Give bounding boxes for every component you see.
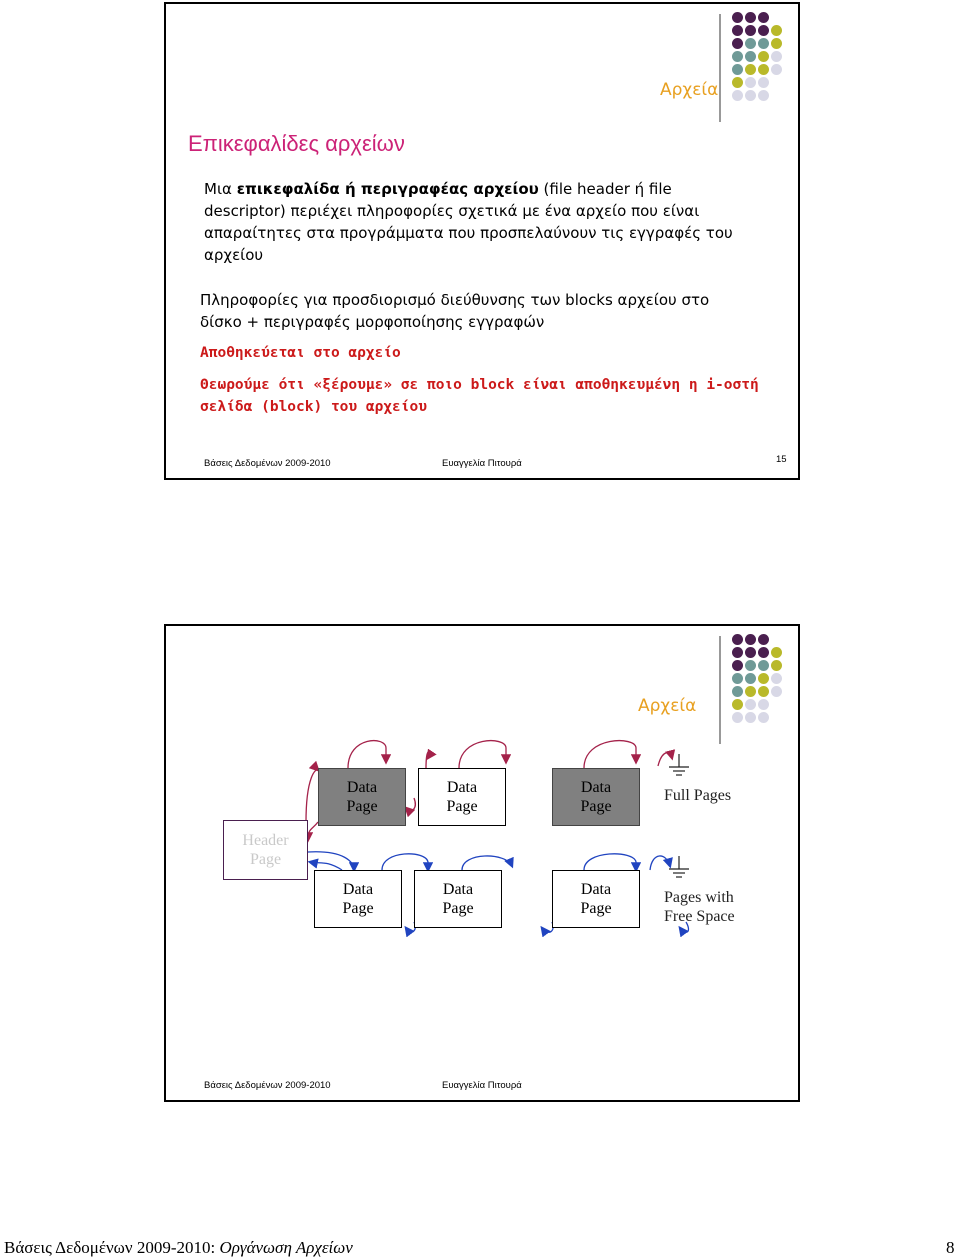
decorative-dot	[771, 25, 782, 36]
arrow-red	[658, 753, 672, 766]
box-label: Page	[442, 900, 474, 917]
box-label: Data	[442, 881, 474, 898]
text-line: αρχείου	[204, 246, 264, 264]
full-data-page	[418, 768, 506, 826]
text-rest: (file header ή file	[538, 180, 672, 198]
arrow-red	[306, 770, 318, 822]
arrow-red	[308, 822, 318, 840]
paragraph-stored: Αποθηκεύεται στο αρχείο	[200, 345, 401, 361]
arrow-blue	[650, 856, 670, 870]
decorative-dot	[745, 51, 756, 62]
decorative-dot	[758, 90, 769, 101]
arrow-red	[426, 752, 429, 768]
section-title: Αρχεία	[638, 696, 697, 716]
box-label: Page	[342, 900, 374, 917]
page-number: 15	[776, 454, 787, 465]
decorative-dot	[758, 77, 769, 88]
decorative-dot	[745, 77, 756, 88]
decorative-dot	[771, 64, 782, 75]
full-data-page	[552, 768, 640, 826]
text-line: descriptor) περιέχει πληροφορίες σχετικά με ένα αρχείο που είναι	[204, 202, 700, 220]
ground-icon	[669, 856, 689, 877]
text-line: Θεωρούμε ότι «ξέρουμε» σε ποιο block είναι αποθηκευμένη η i-οστή	[200, 377, 759, 393]
legend-full-pages: Full Pages	[664, 787, 732, 804]
decorative-dot	[758, 38, 769, 49]
decorative-dot	[732, 12, 743, 23]
paragraph-block-info	[200, 289, 780, 333]
footer-italic: Οργάνωση Αρχείων	[219, 1238, 353, 1257]
legend-free-pages	[664, 888, 735, 926]
decorative-dot	[745, 64, 756, 75]
box-label: Data	[342, 881, 374, 898]
decorative-dot	[745, 90, 756, 101]
box-label: Page	[446, 798, 478, 815]
box-label: Data	[346, 779, 378, 796]
full-data-page	[318, 768, 406, 826]
free-data-page	[314, 870, 402, 928]
decorative-dot	[732, 25, 743, 36]
slide-2	[164, 624, 800, 1102]
arrow-red	[459, 741, 506, 768]
text-line: απαραίτητες στα προγράμματα που προσπελαύνουν τις εγγραφές του	[204, 224, 733, 242]
arrow-blue	[310, 862, 342, 870]
page-footer	[0, 1238, 960, 1260]
footer-plain: Βάσεις Δεδομένων 2009-2010:	[4, 1238, 220, 1257]
decorative-dot	[732, 64, 743, 75]
box-label: Page	[580, 798, 612, 815]
footer-course: Βάσεις Δεδομένων 2009-2010	[204, 1080, 331, 1091]
legend-line: Pages with	[664, 889, 734, 906]
header-page-box	[223, 820, 308, 880]
arrow-red	[584, 741, 636, 768]
legend-line: Free Space	[664, 908, 735, 925]
box-label: Data	[446, 779, 478, 796]
text-bold-term: επικεφαλίδα ή περιγραφέας αρχείου	[236, 180, 539, 198]
paragraph-header-definition	[204, 178, 764, 266]
decorative-dot-grid	[732, 12, 802, 112]
text-lead: Μια	[204, 180, 237, 198]
decorative-dot	[732, 38, 743, 49]
decorative-dot	[745, 12, 756, 23]
decorative-dot	[771, 51, 782, 62]
decorative-dot	[758, 25, 769, 36]
divider-line	[719, 14, 721, 122]
free-data-page	[552, 870, 640, 928]
box-label: Data	[580, 881, 612, 898]
decorative-dot	[732, 51, 743, 62]
box-label: Header	[242, 832, 289, 849]
text-line: δίσκο + περιγραφές μορφοποίησης εγγραφών	[200, 313, 545, 331]
arrow-blue	[462, 856, 512, 870]
footer-author: Ευαγγελία Πιτουρά	[442, 458, 522, 469]
box-label: Data	[580, 779, 612, 796]
decorative-dot	[732, 90, 743, 101]
decorative-dot	[745, 25, 756, 36]
free-data-page	[414, 870, 502, 928]
decorative-dot	[758, 51, 769, 62]
paragraph-assumption	[200, 374, 790, 418]
arrow-blue	[382, 854, 428, 870]
slide-title: Επικεφαλίδες αρχείων	[188, 131, 405, 156]
footer-course: Βάσεις Δεδομένων 2009-2010	[204, 458, 331, 469]
footer-course-text	[4, 1238, 353, 1258]
arrow-blue	[584, 854, 636, 870]
section-title: Αρχεία	[660, 80, 719, 100]
text-line: σελίδα (block) του αρχείου	[200, 399, 427, 415]
arrow-red	[406, 798, 415, 810]
page-number: 8	[946, 1238, 955, 1257]
decorative-dot	[758, 12, 769, 23]
slide-1	[164, 2, 800, 480]
text-line: Πληροφορίες για προσδιορισμό διεύθυνσης των blocks αρχείου στο	[200, 291, 710, 309]
footer-author: Ευαγγελία Πιτουρά	[442, 1080, 522, 1091]
decorative-dot	[758, 64, 769, 75]
decorative-dot	[745, 38, 756, 49]
arrow-red	[348, 741, 386, 768]
box-label: Page	[580, 900, 612, 917]
decorative-dot	[732, 77, 743, 88]
box-label: Page	[249, 851, 282, 868]
arrow-blue	[308, 852, 354, 870]
box-label: Page	[346, 798, 378, 815]
decorative-dot	[771, 38, 782, 49]
